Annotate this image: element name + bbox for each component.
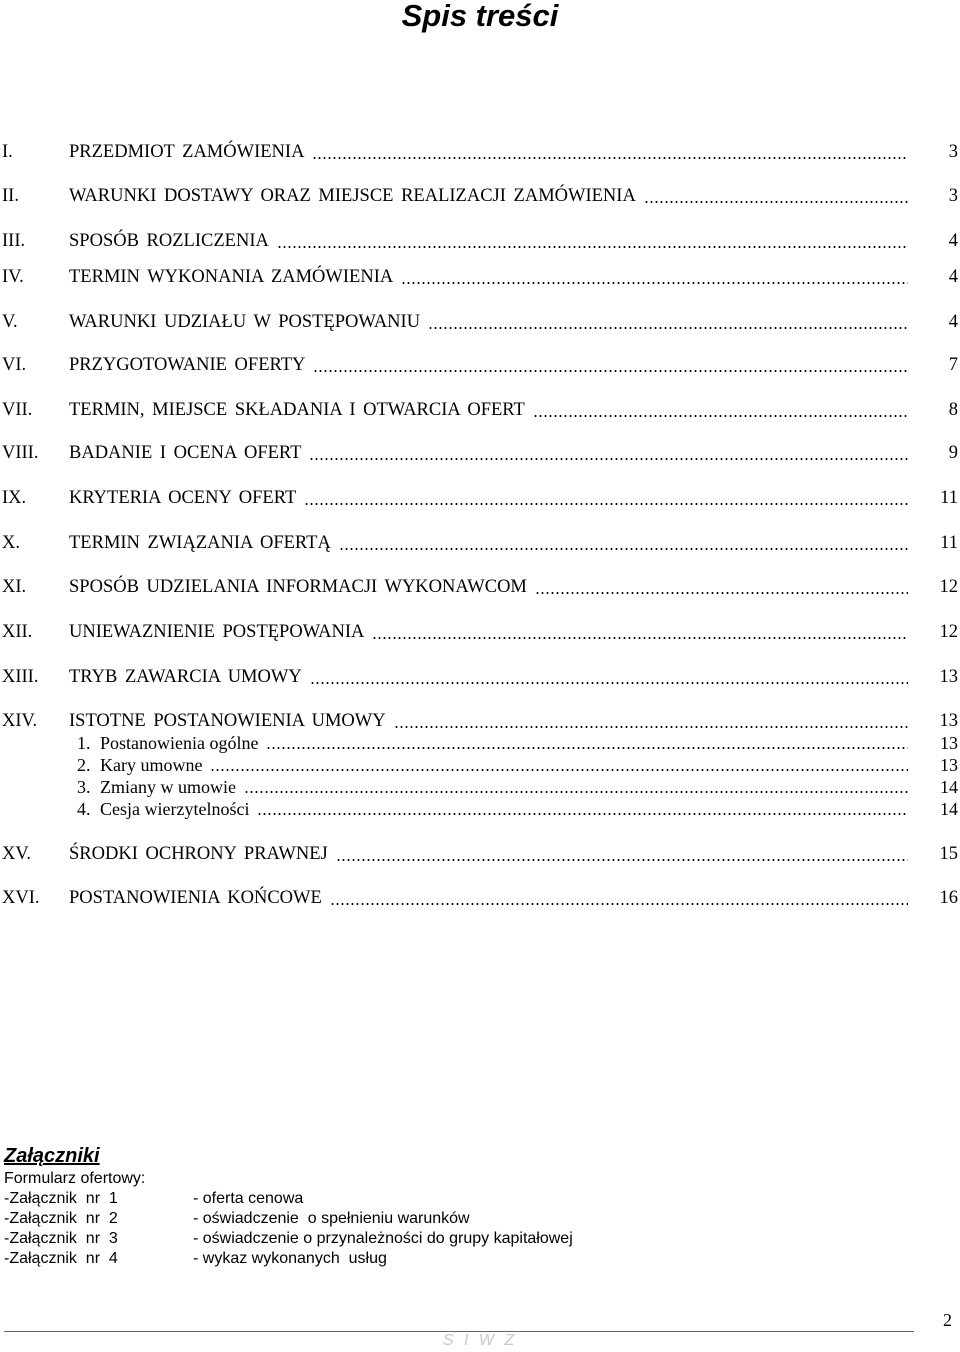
toc-entry-number: IV.: [2, 267, 24, 287]
toc-entry-label: TERMIN ZWIĄZANIA OFERTĄ: [69, 533, 331, 553]
toc-entry-14[interactable]: [0, 709, 960, 733]
dot-leader: [339, 547, 908, 551]
toc-entry-label: PRZEDMIOT ZAMÓWIENIA: [69, 142, 305, 162]
toc-entry-6[interactable]: [0, 353, 960, 377]
footer-text: S I W Z: [442, 1332, 518, 1349]
toc-entry-5[interactable]: [0, 310, 960, 334]
toc-entry-page: 8: [948, 400, 958, 420]
dot-leader: [533, 414, 908, 418]
toc-entry-number: XII.: [2, 622, 33, 642]
toc-entry-number: XVI.: [2, 888, 40, 908]
dot-leader: [210, 768, 908, 772]
toc-entry-number: XV.: [2, 844, 31, 864]
toc-entry-number: IX.: [2, 488, 27, 508]
toc-entry-label: TRYB ZAWARCIA UMOWY: [69, 667, 302, 687]
toc-entry-page: 4: [948, 231, 958, 251]
dot-leader: [428, 326, 908, 330]
toc-entry-9[interactable]: [0, 486, 960, 510]
attachment-row-4: [0, 1249, 960, 1269]
toc-subentry-number: 1.: [77, 733, 91, 753]
toc-entry-page: 13: [939, 711, 958, 731]
toc-subentry-1[interactable]: [0, 732, 960, 754]
toc-entry-2[interactable]: [0, 184, 960, 208]
toc-entry-page: 13: [939, 667, 958, 687]
toc-subentry-label: Cesja wierzytelności: [100, 799, 250, 819]
page-number: 2: [943, 1310, 952, 1330]
attachments-subheading: Formularz ofertowy:: [4, 1170, 146, 1187]
toc-entry-page: 11: [940, 488, 958, 508]
attachment-code: -Załącznik nr 4: [4, 1250, 118, 1267]
toc-entry-page: 3: [948, 186, 958, 206]
dot-leader: [304, 502, 908, 506]
toc-entry-12[interactable]: [0, 620, 960, 644]
toc-subentry-label: Kary umowne: [100, 755, 203, 775]
toc-entry-number: X.: [2, 533, 20, 553]
toc-entry-label: PRZYGOTOWANIE OFERTY: [69, 355, 306, 375]
toc-subentry-label: Zmiany w umowie: [100, 777, 236, 797]
toc-subentry-number: 4.: [77, 799, 91, 819]
toc-subentry-number: 3.: [77, 777, 91, 797]
toc-entry-16[interactable]: [0, 886, 960, 910]
toc-subentry-4[interactable]: [0, 798, 960, 820]
dot-leader: [312, 156, 908, 160]
dot-leader: [257, 812, 908, 816]
toc-entry-label: SPOSÓB ROZLICZENIA: [69, 231, 269, 251]
toc-entry-label: TERMIN, MIEJSCE SKŁADANIA I OTWARCIA OFERT: [69, 400, 525, 420]
toc-entry-label: UNIEWAZNIENIE POSTĘPOWANIA: [69, 622, 365, 642]
attachment-description: - oświadczenie o spełnieniu warunków: [193, 1210, 470, 1227]
toc-subentry-2[interactable]: [0, 754, 960, 776]
toc-entry-page: 15: [939, 844, 958, 864]
toc-subentry-3[interactable]: [0, 776, 960, 798]
dot-leader: [313, 369, 908, 373]
dot-leader: [309, 457, 908, 461]
attachment-row-1: [0, 1189, 960, 1209]
dot-leader: [644, 200, 908, 204]
toc-entry-number: VII.: [2, 400, 33, 420]
toc-entry-number: XIII.: [2, 667, 39, 687]
toc-subentry-page: 14: [940, 777, 958, 797]
toc-entry-page: 12: [939, 577, 958, 597]
dot-leader: [244, 790, 908, 794]
toc-entry-label: WARUNKI UDZIAŁU W POSTĘPOWANIU: [69, 312, 421, 332]
toc-entry-number: XIV.: [2, 711, 38, 731]
dot-leader: [266, 746, 908, 750]
toc-entry-number: V.: [2, 312, 18, 332]
toc-entry-label: BADANIE I OCENA OFERT: [69, 443, 302, 463]
dot-leader: [336, 858, 908, 862]
dot-leader: [535, 591, 908, 595]
attachment-row-2: [0, 1209, 960, 1229]
attachment-description: - oświadczenie o przynależności do grupy kapitałowej: [193, 1230, 573, 1247]
toc-entry-4[interactable]: [0, 265, 960, 289]
toc-entry-8[interactable]: [0, 441, 960, 465]
toc-subentry-page: 14: [940, 799, 958, 819]
attachment-code: -Załącznik nr 1: [4, 1190, 118, 1207]
attachment-description: - oferta cenowa: [193, 1190, 304, 1207]
dot-leader: [277, 245, 908, 249]
toc-entry-label: KRYTERIA OCENY OFERT: [69, 488, 297, 508]
toc-entry-number: VI.: [2, 355, 27, 375]
toc-entry-label: SPOSÓB UDZIELANIA INFORMACJI WYKONAWCOM: [69, 577, 527, 597]
toc-subentry-page: 13: [940, 733, 958, 753]
toc-entry-page: 16: [939, 888, 958, 908]
dot-leader: [394, 725, 908, 729]
toc-entry-15[interactable]: [0, 842, 960, 866]
dot-leader: [372, 636, 908, 640]
toc-entry-3[interactable]: [0, 229, 960, 253]
toc-entry-page: 12: [939, 622, 958, 642]
toc-entry-7[interactable]: [0, 398, 960, 422]
toc-subentry-number: 2.: [77, 755, 91, 775]
toc-entry-label: ŚRODKI OCHRONY PRAWNEJ: [69, 844, 328, 864]
page-title: Spis treści: [401, 0, 559, 33]
toc-entry-page: 9: [948, 443, 958, 463]
attachments-heading: Załączniki: [4, 1145, 100, 1167]
toc-subentry-page: 13: [940, 755, 958, 775]
toc-entry-11[interactable]: [0, 575, 960, 599]
toc-entry-number: I.: [2, 142, 13, 162]
toc-entry-label: POSTANOWIENIA KOŃCOWE: [69, 888, 322, 908]
toc-entry-number: III.: [2, 231, 26, 251]
toc-entry-page: 7: [948, 355, 958, 375]
toc-entry-label: TERMIN WYKONANIA ZAMÓWIENIA: [69, 267, 394, 287]
toc-entry-page: 3: [948, 142, 958, 162]
toc-entry-label: WARUNKI DOSTAWY ORAZ MIEJSCE REALIZACJI ZAMÓWIENIA: [69, 186, 636, 206]
toc-entry-10[interactable]: [0, 531, 960, 555]
toc-entry-page: 4: [948, 267, 958, 287]
toc-entry-number: VIII.: [2, 443, 39, 463]
toc-entry-page: 4: [948, 312, 958, 332]
dot-leader: [401, 281, 908, 285]
attachment-row-3: [0, 1229, 960, 1249]
attachment-code: -Załącznik nr 3: [4, 1230, 118, 1247]
toc-entry-1[interactable]: [0, 140, 960, 164]
toc-entry-number: XI.: [2, 577, 27, 597]
toc-subentry-label: Postanowienia ogólne: [100, 733, 259, 753]
toc-entry-number: II.: [2, 186, 19, 206]
attachment-description: - wykaz wykonanych usług: [193, 1250, 387, 1267]
dot-leader: [330, 902, 908, 906]
toc-entry-label: ISTOTNE POSTANOWIENIA UMOWY: [69, 711, 386, 731]
toc-entry-page: 11: [940, 533, 958, 553]
dot-leader: [310, 681, 908, 685]
attachment-code: -Załącznik nr 2: [4, 1210, 118, 1227]
toc-entry-13[interactable]: [0, 665, 960, 689]
